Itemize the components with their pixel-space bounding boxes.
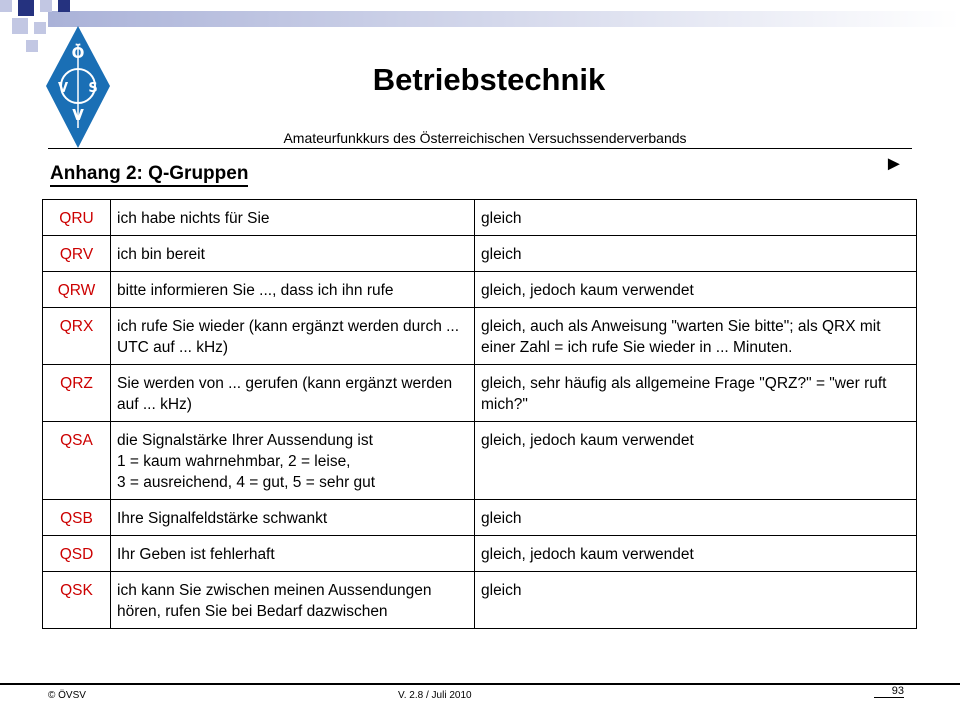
section-title: Anhang 2: Q-Gruppen <box>50 163 248 187</box>
page-number: 93 <box>891 685 904 697</box>
q-code-cell: QRZ <box>43 365 111 422</box>
meaning-cell: ich habe nichts für Sie <box>111 200 475 236</box>
note-cell: gleich, jedoch kaum verwendet <box>475 536 917 572</box>
table-row <box>43 308 917 365</box>
q-code-cell: QRW <box>43 272 111 308</box>
meaning-cell: Ihre Signalfeldstärke schwankt <box>111 500 475 536</box>
meaning-cell: Sie werden von ... gerufen (kann ergänzt werden auf ... kHz) <box>111 365 475 422</box>
note-cell: gleich <box>475 236 917 272</box>
footer-version: V. 2.8 / Juli 2010 <box>398 690 472 701</box>
footer-divider <box>0 683 960 685</box>
table-row <box>43 422 917 500</box>
meaning-cell: die Signalstärke Ihrer Aussendung ist 1 = kaum wahrnehmbar, 2 = leise, 3 = ausreichend, 4 = gut, 5 = sehr gut <box>111 422 475 500</box>
next-slide-arrow-icon[interactable]: ► <box>884 153 904 175</box>
table-row <box>43 572 917 629</box>
q-code-cell: QSD <box>43 536 111 572</box>
meaning-cell: ich bin bereit <box>111 236 475 272</box>
table-row <box>43 536 917 572</box>
page-title: Betriebstechnik <box>372 62 606 97</box>
table-row <box>43 236 917 272</box>
logo-letter-2: V <box>57 81 69 96</box>
page-number-underline <box>874 697 904 698</box>
q-code-cell: QSA <box>43 422 111 500</box>
table-row <box>43 365 917 422</box>
note-cell: gleich <box>475 200 917 236</box>
q-code-cell: QSK <box>43 572 111 629</box>
meaning-cell: Ihr Geben ist fehlerhaft <box>111 536 475 572</box>
note-cell: gleich, sehr häufig als allgemeine Frage "QRZ?" = "wer ruft mich?" <box>475 365 917 422</box>
logo-letter-4: V <box>72 106 84 124</box>
table-row <box>43 200 917 236</box>
corner-decoration <box>0 0 960 60</box>
meaning-cell: ich kann Sie zwischen meinen Aussendungen hören, rufen Sie bei Bedarf dazwischen <box>111 572 475 629</box>
q-code-cell: QRX <box>43 308 111 365</box>
note-cell: gleich <box>475 500 917 536</box>
note-cell: gleich <box>475 572 917 629</box>
note-cell: gleich, auch als Anweisung "warten Sie bitte"; als QRX mit einer Zahl = ich rufe Sie wieder in ... Minuten. <box>475 308 917 365</box>
meaning-cell: ich rufe Sie wieder (kann ergänzt werden durch ... UTC auf ... kHz) <box>111 308 475 365</box>
q-code-cell: QRV <box>43 236 111 272</box>
note-cell: gleich, jedoch kaum verwendet <box>475 422 917 500</box>
q-group-table <box>42 199 917 629</box>
page-subtitle: Amateurfunkkurs des Österreichischen Versuchssenderverbands <box>283 130 687 146</box>
q-code-cell: QRU <box>43 200 111 236</box>
footer-copyright: © ÖVSV <box>48 690 86 701</box>
table-row <box>43 500 917 536</box>
note-cell: gleich, jedoch kaum verwendet <box>475 272 917 308</box>
header-divider <box>48 148 912 149</box>
meaning-cell: bitte informieren Sie ..., dass ich ihn rufe <box>111 272 475 308</box>
logo-letter-1: Ö <box>71 44 85 62</box>
logo-letter-3: S <box>88 81 98 96</box>
table-row <box>43 272 917 308</box>
q-code-cell: QSB <box>43 500 111 536</box>
